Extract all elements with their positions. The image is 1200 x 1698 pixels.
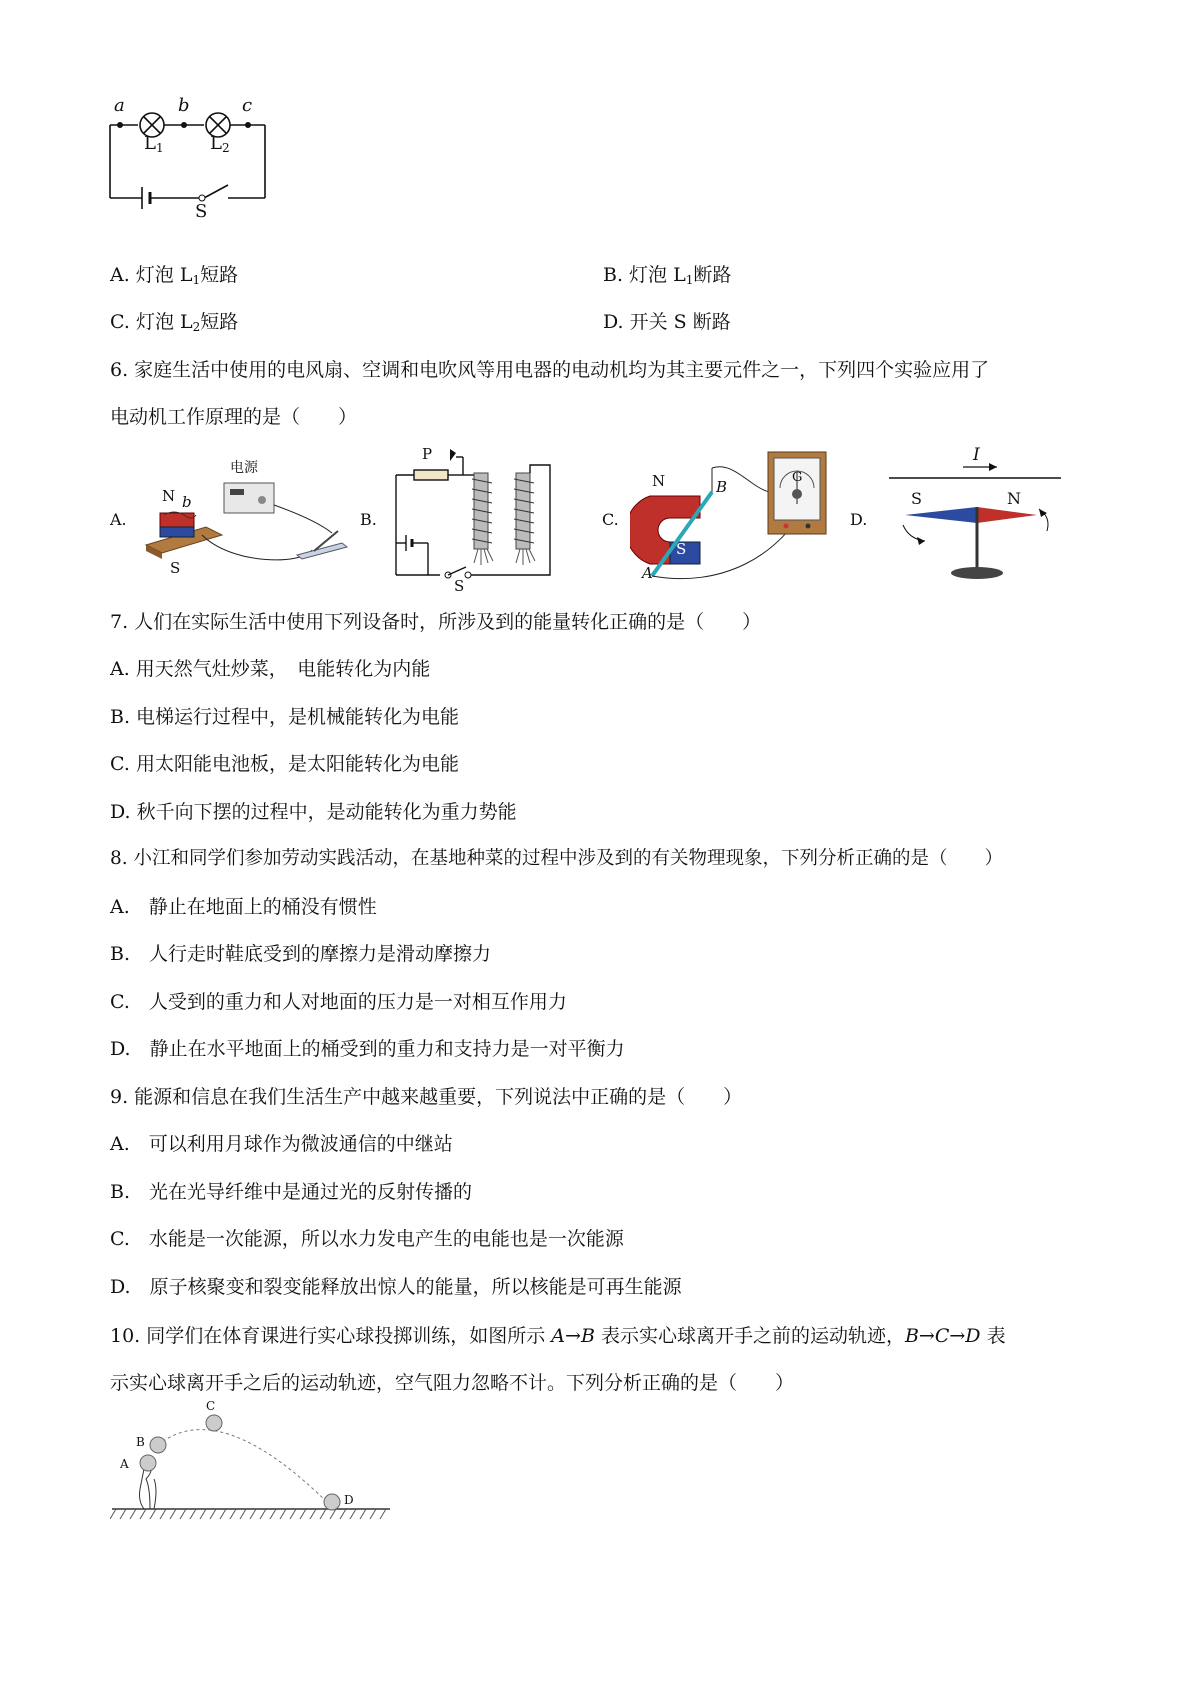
q6-stem-line2: 电动机工作原理的是（ ）	[110, 406, 358, 428]
q7-option-d: D. 秋千向下摆的过程中，是动能转化为重力势能	[110, 801, 517, 823]
q8-option-d: D. 静止在水平地面上的桶受到的重力和支持力是一对平衡力	[110, 1038, 625, 1060]
q5-option-d: D. 开关 S 断路	[603, 311, 731, 333]
q8-stem: 8. 小江和同学们参加劳动实践活动，在基地种菜的过程中涉及到的有关物理现象，下列分析正确的是（ ）	[110, 848, 1004, 869]
q7-option-a: A. 用天然气灶炒菜， 电能转化为内能	[110, 658, 431, 680]
q8-option-c: C. 人受到的重力和人对地面的压力是一对相互作用力	[110, 991, 567, 1013]
needle-n-label: N	[1007, 489, 1021, 508]
needle-s-label: S	[911, 489, 922, 508]
shot-put-diagram	[110, 1399, 395, 1523]
q7-option-c: C. 用太阳能电池板，是太阳能转化为电能	[110, 753, 459, 775]
node-b-label: b	[178, 95, 190, 116]
q10-stem-line1: 10. 同学们在体育课进行实心球投掷训练，如图所示 A→B 表示实心球离开手之前的运动轨迹，B→C→D 表	[110, 1325, 1006, 1347]
oersted-experiment-svg	[885, 445, 1065, 585]
q6-label-d: D.	[850, 510, 868, 529]
rod-end-a-label: A	[642, 564, 653, 582]
q10-stem-line2: 示实心球离开手之后的运动轨迹，空气阻力忽略不计。下列分析正确的是（ ）	[110, 1372, 795, 1394]
current-i-label: I	[973, 445, 980, 465]
rod-end-b-label: B	[716, 478, 728, 496]
lamp-l2-label: $L_2$	[210, 133, 230, 155]
electromagnet-experiment-svg	[388, 445, 563, 585]
ball-c-label: C	[206, 1399, 216, 1413]
galvanometer-g-label: G	[792, 470, 803, 485]
q6-figure-a	[142, 455, 362, 580]
q6-figure-d	[885, 445, 1065, 585]
q6-label-a: A.	[110, 510, 127, 529]
ball-a-label: A	[120, 1457, 129, 1471]
q6-label-b: B.	[360, 510, 377, 529]
q7-option-b: B. 电梯运行过程中，是机械能转化为电能	[110, 706, 460, 728]
switch-s-label-b: S	[454, 577, 465, 595]
q9-option-c: C. 水能是一次能源，所以水力发电产生的电能也是一次能源	[110, 1228, 624, 1250]
q6-figure-b	[388, 445, 563, 595]
node-c-label: c	[242, 95, 253, 116]
q6-label-c: C.	[602, 510, 619, 529]
q9-option-d: D. 原子核聚变和裂变能释放出惊人的能量，所以核能是可再生能源	[110, 1276, 682, 1298]
generator-experiment-svg	[630, 448, 840, 583]
lamp-l1-label: $L_1$	[144, 133, 164, 155]
power-source-label: 电源	[230, 460, 258, 476]
south-pole-label: S	[170, 559, 181, 577]
rod-b-label: b	[182, 493, 192, 511]
north-pole-label-c: N	[652, 472, 666, 490]
ball-d-label: D	[344, 1493, 354, 1507]
q8-option-a: A. 静止在地面上的桶没有惯性	[110, 896, 377, 918]
q6-figure-c	[630, 448, 840, 583]
q8-option-b: B. 人行走时鞋底受到的摩擦力是滑动摩擦力	[110, 943, 492, 965]
q9-stem: 9. 能源和信息在我们生活生产中越来越重要，下列说法中正确的是（ ）	[110, 1086, 743, 1108]
q6-stem-line1: 6. 家庭生活中使用的电风扇、空调和电吹风等用电器的电动机均为其主要元件之一，下列四个实验应用了	[110, 359, 990, 381]
q7-stem: 7. 人们在实际生活中使用下列设备时，所涉及到的能量转化正确的是（ ）	[110, 611, 762, 633]
q9-option-a: A. 可以利用月球作为微波通信的中继站	[110, 1133, 453, 1155]
rheostat-p-label: P	[422, 445, 433, 463]
circuit-svg	[100, 95, 280, 235]
circuit-diagram	[100, 95, 280, 235]
node-a-label: a	[114, 95, 125, 116]
ball-b-label: B	[136, 1435, 145, 1449]
switch-s-label: S	[195, 201, 208, 222]
south-pole-label-c: S	[676, 540, 687, 558]
q5-option-c: C. 灯泡 $L_2$短路	[110, 311, 239, 334]
q5-option-b: B. 灯泡 $L_1$断路	[603, 264, 732, 287]
north-pole-label: N	[162, 487, 176, 505]
q5-option-a: A. 灯泡 $L_1$短路	[110, 264, 239, 287]
q9-option-b: B. 光在光导纤维中是通过光的反射传播的	[110, 1181, 473, 1203]
